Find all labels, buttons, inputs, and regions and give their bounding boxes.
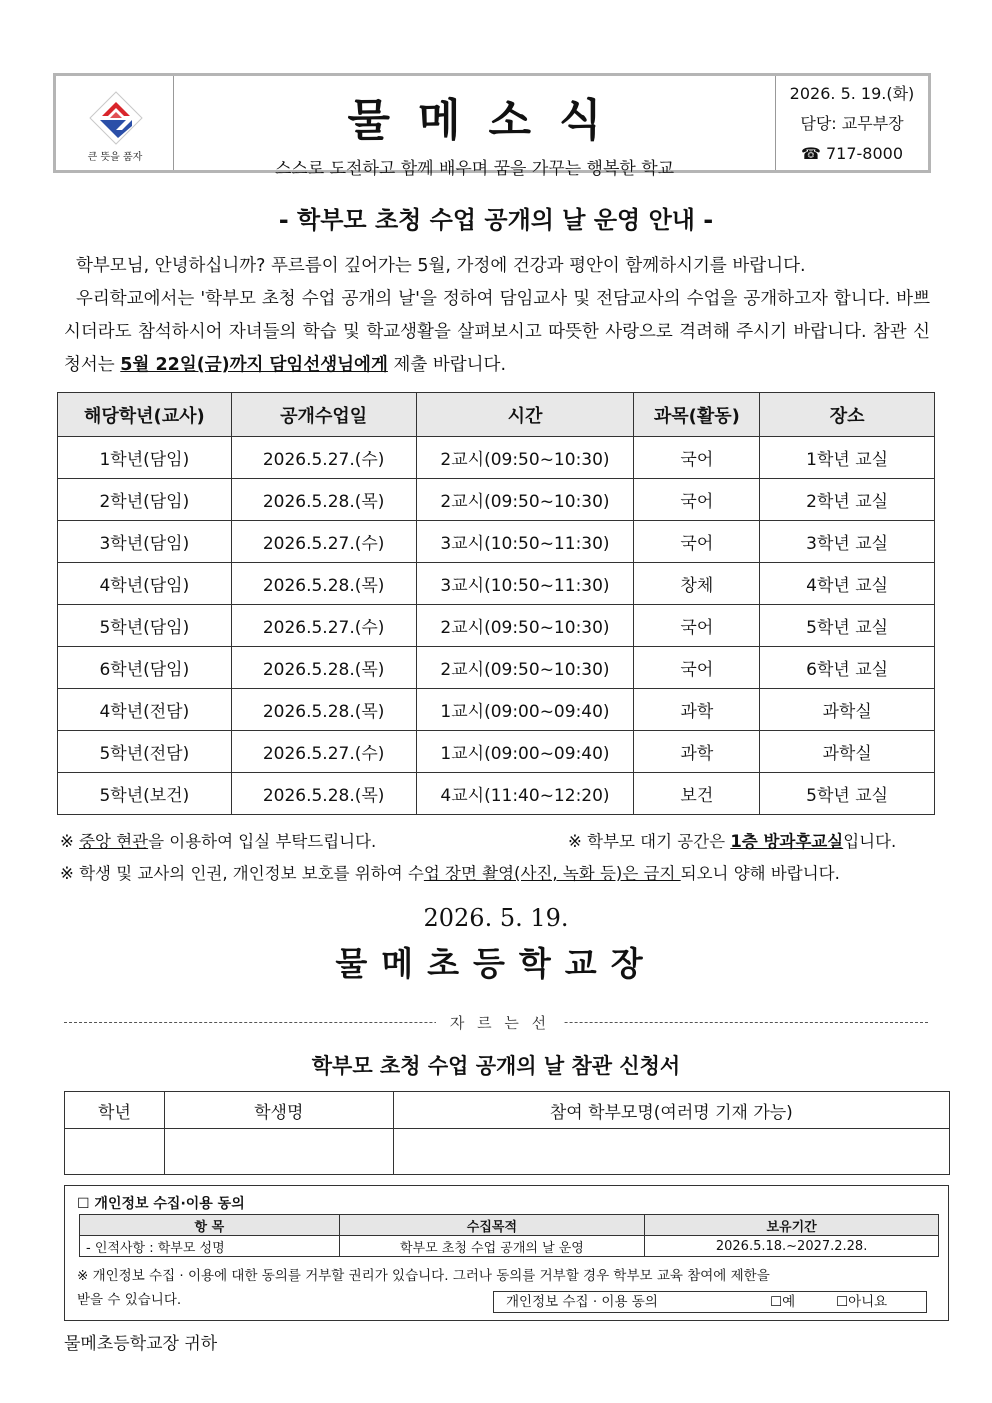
cell-subject: 국어 bbox=[634, 479, 760, 521]
school-motto: 스스로 도전하고 함께 배우며 꿈을 가꾸는 행복한 학교 bbox=[274, 159, 675, 179]
privacy-note-line: 받을 수 있습니다. bbox=[77, 1292, 182, 1308]
cell-subject: 국어 bbox=[634, 437, 760, 479]
header-time: 시간 bbox=[416, 393, 634, 437]
note-highlight: 1층 방과후교실 bbox=[730, 832, 844, 851]
table-row bbox=[58, 479, 935, 521]
school-logo-icon bbox=[88, 90, 144, 146]
note-highlight: 중앙 현관 bbox=[79, 832, 149, 851]
cell-grade: 6학년(담임) bbox=[58, 647, 232, 689]
cell-date: 2026.5.28.(목) bbox=[231, 563, 416, 605]
privacy-consent-box bbox=[64, 1185, 949, 1321]
application-input-row bbox=[65, 1129, 950, 1175]
cell-place: 1학년 교실 bbox=[760, 437, 935, 479]
cell-time: 1교시(09:00~09:40) bbox=[416, 689, 634, 731]
contact-person: 담당: 교무부장 bbox=[800, 114, 904, 133]
cell-date: 2026.5.27.(수) bbox=[231, 605, 416, 647]
grade-input[interactable] bbox=[65, 1129, 165, 1175]
note-entrance bbox=[60, 828, 376, 852]
consent-box bbox=[493, 1291, 927, 1313]
cell-time: 2교시(09:50~10:30) bbox=[416, 437, 634, 479]
logo-cell bbox=[56, 76, 174, 170]
cell-grade: 4학년(담임) bbox=[58, 563, 232, 605]
note-text: 되오니 양해 바랍니다. bbox=[680, 864, 840, 883]
table-row bbox=[58, 647, 935, 689]
cell-time: 2교시(09:50~10:30) bbox=[416, 647, 634, 689]
table-row bbox=[58, 521, 935, 563]
cell-time: 2교시(09:50~10:30) bbox=[416, 479, 634, 521]
header-place: 장소 bbox=[760, 393, 935, 437]
cell-subject: 창체 bbox=[634, 563, 760, 605]
principal-signature: 물메초등학교장 bbox=[335, 944, 657, 983]
note-text: ※ 학생 및 교사의 인권, 개인정보 보호를 위하여 수 bbox=[60, 864, 424, 883]
cell-date: 2026.5.28.(목) bbox=[231, 773, 416, 815]
info-text: 우리학교에서는 '학부모 초청 수업 공개의 날'을 정하여 담임교사 및 전담교사의 수업을 공개하고자 합니다. 바쁘시더라도 참석하시어 자녀들의 학습 및 학교생활을 살펴보시고 따뜻한 사랑으로 격려해 주시기 바랍니다. 참관 신청서는 bbox=[64, 289, 930, 375]
cell-place: 과학실 bbox=[760, 689, 935, 731]
grade-header: 학년 bbox=[65, 1092, 165, 1129]
cell-place: 3학년 교실 bbox=[760, 521, 935, 563]
privacy-header-item: 항 목 bbox=[80, 1215, 340, 1236]
cell-grade: 4학년(전담) bbox=[58, 689, 232, 731]
cell-place: 4학년 교실 bbox=[760, 563, 935, 605]
cell-date: 2026.5.27.(수) bbox=[231, 731, 416, 773]
cell-place: 5학년 교실 bbox=[760, 773, 935, 815]
cell-subject: 국어 bbox=[634, 605, 760, 647]
cell-time: 4교시(11:40~12:20) bbox=[416, 773, 634, 815]
note-text: 입니다. bbox=[843, 832, 897, 851]
privacy-header-purpose: 수집목적 bbox=[339, 1215, 645, 1236]
cell-grade: 5학년(보건) bbox=[58, 773, 232, 815]
cell-grade: 5학년(담임) bbox=[58, 605, 232, 647]
header-grade: 해당학년(교사) bbox=[58, 393, 232, 437]
table-row bbox=[58, 605, 935, 647]
consent-label: 개인정보 수집 · 이용 동의 bbox=[506, 1294, 658, 1310]
cell-place: 6학년 교실 bbox=[760, 647, 935, 689]
cell-time: 1교시(09:00~09:40) bbox=[416, 731, 634, 773]
title-cell bbox=[174, 76, 776, 179]
cell-grade: 3학년(담임) bbox=[58, 521, 232, 563]
parent-names-header: 참여 학부모명(여러명 기재 가능) bbox=[393, 1092, 949, 1129]
cell-subject: 과학 bbox=[634, 731, 760, 773]
cell-subject: 국어 bbox=[634, 521, 760, 563]
cell-subject: 국어 bbox=[634, 647, 760, 689]
privacy-header-period: 보유기간 bbox=[645, 1215, 939, 1236]
cell-grade: 2학년(담임) bbox=[58, 479, 232, 521]
header-date: 공개수업일 bbox=[231, 393, 416, 437]
privacy-header-row bbox=[80, 1215, 939, 1236]
note-text: 을 이용하여 입실 부탁드립니다. bbox=[148, 832, 377, 851]
note-highlight: 업 장면 촬영(사진, 녹화 등)은 금지 bbox=[423, 864, 681, 883]
addressee: 물메초등학교장 귀하 bbox=[64, 1334, 218, 1354]
note-text: ※ 학부모 대기 공간은 bbox=[568, 832, 731, 851]
note-waiting-room bbox=[568, 828, 896, 852]
greeting-paragraph: 학부모님, 안녕하십니까? 푸르름이 깊어가는 5월, 가정에 건강과 평안이 함께하시기를 바랍니다. bbox=[76, 256, 806, 276]
table-row bbox=[58, 689, 935, 731]
cell-time: 2교시(09:50~10:30) bbox=[416, 605, 634, 647]
consent-yes-checkbox[interactable]: ☐예 bbox=[770, 1294, 796, 1310]
phone-number: ☎ 717-8000 bbox=[800, 144, 904, 163]
consent-no-checkbox[interactable]: ☐아니요 bbox=[836, 1294, 888, 1310]
info-text-end: 제출 바랍니다. bbox=[393, 355, 507, 375]
cell-grade: 1학년(담임) bbox=[58, 437, 232, 479]
sign-date: 2026. 5. 19. bbox=[423, 904, 569, 932]
cell-place: 과학실 bbox=[760, 731, 935, 773]
privacy-period: 2026.5.18.~2027.2.28. bbox=[645, 1236, 939, 1257]
privacy-title: ☐ 개인정보 수집·이용 동의 bbox=[77, 1196, 245, 1212]
cell-subject: 보건 bbox=[634, 773, 760, 815]
cell-grade: 5학년(전담) bbox=[58, 731, 232, 773]
cell-date: 2026.5.28.(목) bbox=[231, 647, 416, 689]
cell-date: 2026.5.28.(목) bbox=[231, 689, 416, 731]
application-table bbox=[64, 1091, 950, 1175]
deadline-text: 5월 22일(금)까지 담임선생님에게 bbox=[120, 355, 388, 375]
cell-place: 5학년 교실 bbox=[760, 605, 935, 647]
newsletter-header bbox=[53, 73, 931, 179]
privacy-note-line: ※ 개인정보 수집 · 이용에 대한 동의를 거부할 권리가 있습니다. 그러나 동의를 거부할 경우 학부모 교육 참여에 제한을 bbox=[77, 1268, 770, 1284]
cell-subject: 과학 bbox=[634, 689, 760, 731]
document-title: - 학부모 초청 수업 공개의 날 운영 안내 - bbox=[278, 206, 714, 234]
schedule-table bbox=[57, 392, 935, 815]
header-subject: 과목(활동) bbox=[634, 393, 760, 437]
privacy-table bbox=[79, 1214, 939, 1257]
note-no-filming bbox=[60, 860, 840, 884]
table-row bbox=[58, 437, 935, 479]
table-row bbox=[58, 773, 935, 815]
application-header-row bbox=[65, 1092, 950, 1129]
cell-date: 2026.5.27.(수) bbox=[231, 437, 416, 479]
schedule-header-row bbox=[58, 393, 935, 437]
privacy-row bbox=[80, 1236, 939, 1257]
student-name-header: 학생명 bbox=[164, 1092, 393, 1129]
cell-time: 3교시(10:50~11:30) bbox=[416, 521, 634, 563]
cell-place: 2학년 교실 bbox=[760, 479, 935, 521]
info-cell bbox=[776, 76, 928, 170]
info-paragraph bbox=[64, 283, 930, 382]
table-row bbox=[58, 731, 935, 773]
application-title: 학부모 초청 수업 공개의 날 참관 신청서 bbox=[311, 1054, 681, 1078]
cut-line-label: 자 르 는 선 bbox=[436, 1012, 564, 1033]
cell-date: 2026.5.27.(수) bbox=[231, 521, 416, 563]
cell-date: 2026.5.28.(목) bbox=[231, 479, 416, 521]
privacy-item: - 인적사항 : 학부모 성명 bbox=[80, 1236, 340, 1257]
parent-names-input[interactable] bbox=[393, 1129, 949, 1175]
logo-caption: 큰 뜻을 품자 bbox=[87, 152, 143, 163]
issue-date: 2026. 5. 19.(화) bbox=[789, 84, 915, 103]
newsletter-title: 물메소식 bbox=[347, 95, 630, 146]
privacy-purpose: 학부모 초청 수업 공개의 날 운영 bbox=[339, 1236, 645, 1257]
cell-time: 3교시(10:50~11:30) bbox=[416, 563, 634, 605]
table-row bbox=[58, 563, 935, 605]
note-mark: ※ bbox=[60, 832, 80, 851]
student-name-input[interactable] bbox=[164, 1129, 393, 1175]
